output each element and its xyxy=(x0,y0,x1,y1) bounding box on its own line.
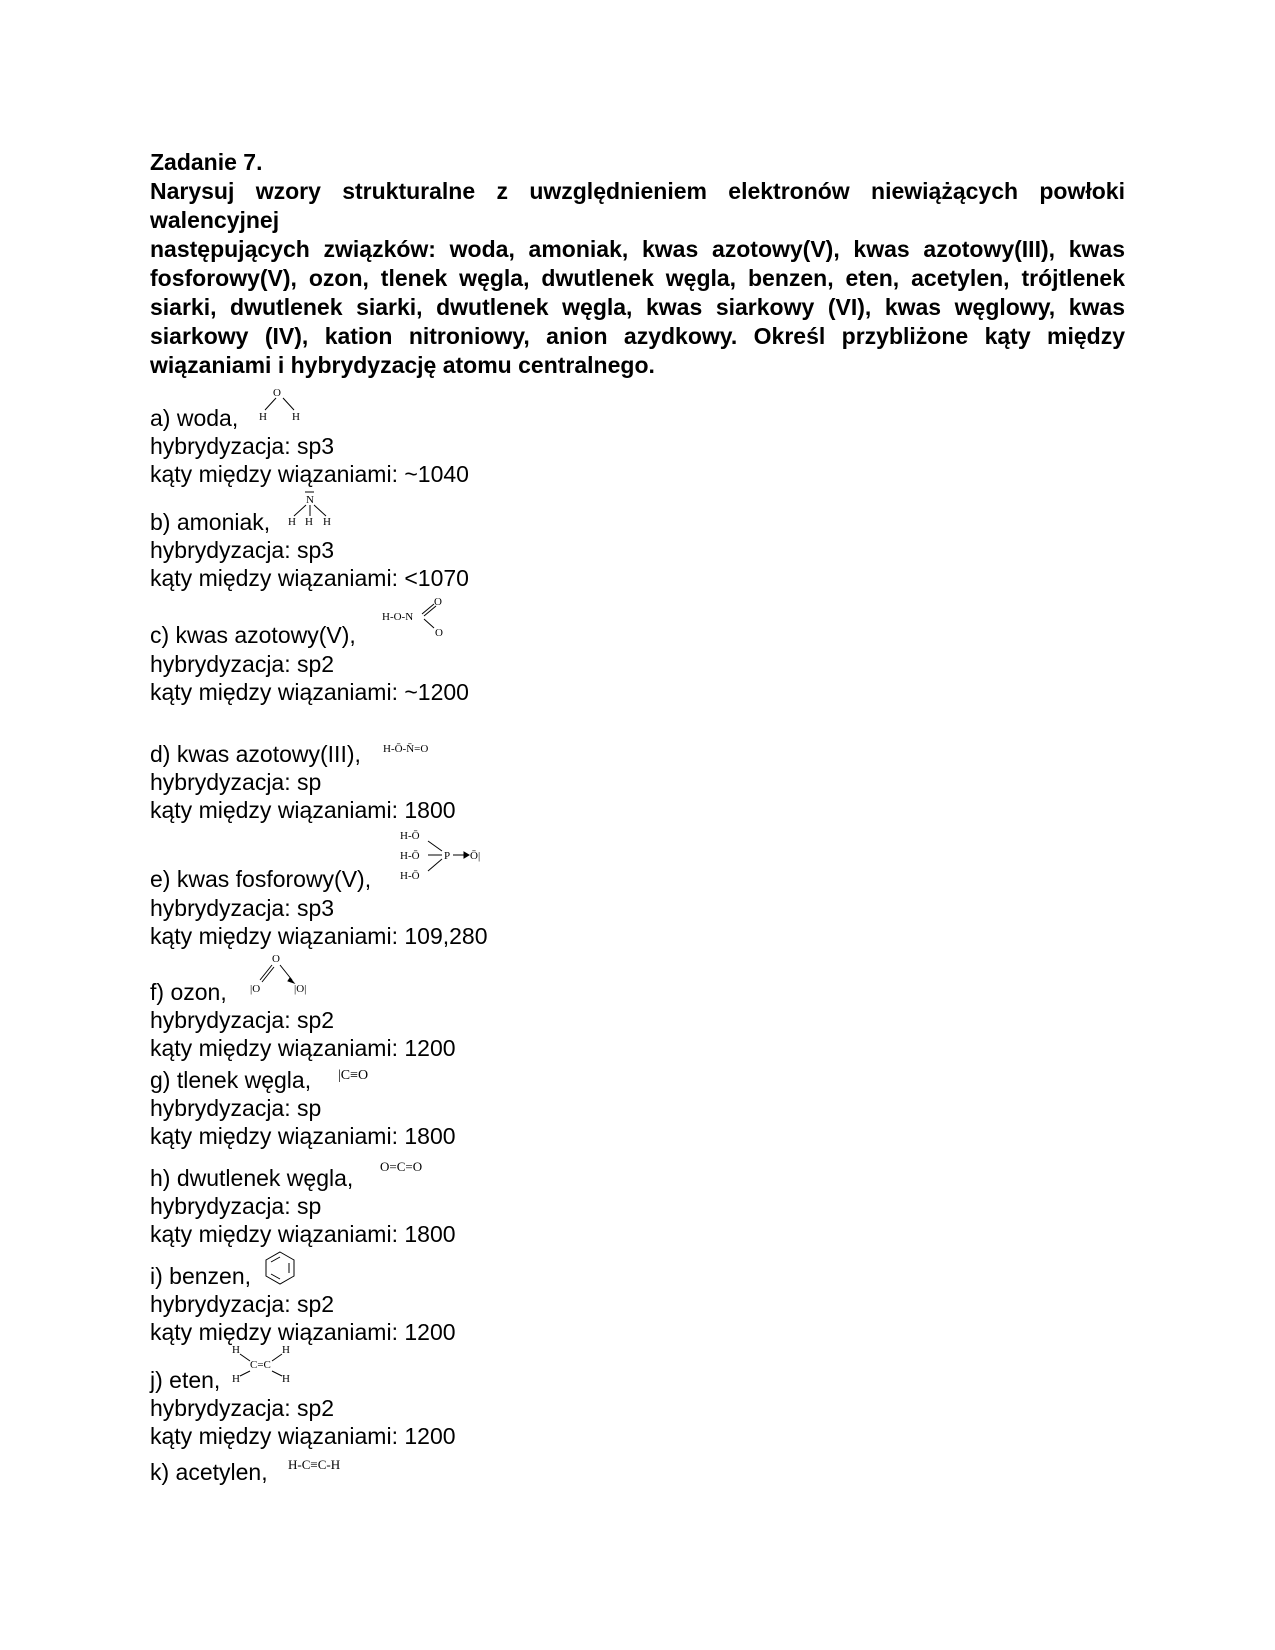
ethene-h3-label: H xyxy=(232,1373,240,1385)
item-a-name: a) woda, xyxy=(150,405,239,431)
task-line-1: Narysuj wzory strukturalne z uwzględnieniem elektronów niewiążących powłoki xyxy=(150,178,1125,204)
phos-ho3-label: H-Ō xyxy=(400,870,420,882)
phosphoric-acid-structure xyxy=(398,826,488,886)
nitric-acid-structure xyxy=(382,592,452,640)
item-g-hybrid: hybrydyzacja: sp xyxy=(150,1095,322,1121)
ammonia-structure xyxy=(286,490,336,526)
phos-p-label: P xyxy=(444,850,451,862)
item-h-angle: kąty między wiązaniami: 1800 xyxy=(150,1221,456,1247)
phos-ho2-label: H-Ō xyxy=(400,850,420,862)
nitric-o2-label: O xyxy=(435,627,443,639)
phos-ho1-label: H-Ō xyxy=(400,830,420,842)
ethene-cc-label: C=C xyxy=(250,1359,271,1371)
task-heading: Zadanie 7. xyxy=(150,149,263,175)
acetylene-structure xyxy=(288,1456,378,1476)
item-a-hybrid: hybrydyzacja: sp3 xyxy=(150,433,335,459)
ozone-o-left-label: |O xyxy=(250,983,261,995)
item-e-hybrid: hybrydyzacja: sp3 xyxy=(150,895,335,921)
item-f-name: f) ozon, xyxy=(150,979,227,1005)
item-d-name: d) kwas azotowy(III), xyxy=(150,741,361,767)
water-h2-label: H xyxy=(292,411,300,423)
item-i-angle: kąty między wiązaniami: 1200 xyxy=(150,1319,456,1345)
ammonia-h1-label: H xyxy=(288,516,296,528)
item-f-hybrid: hybrydyzacja: sp2 xyxy=(150,1007,335,1033)
water-structure xyxy=(256,386,306,422)
item-e-name: e) kwas fosforowy(V), xyxy=(150,866,372,892)
co-formula-text: |C≡O xyxy=(338,1068,369,1083)
item-i-hybrid: hybrydyzacja: sp2 xyxy=(150,1291,335,1317)
ozone-o-right-label: |O| xyxy=(294,983,307,995)
co2-formula-text: O=C=O xyxy=(380,1159,423,1174)
item-f-angle: kąty między wiązaniami: 1200 xyxy=(150,1035,456,1061)
ethene-h4-label: H xyxy=(282,1373,290,1385)
ammonia-n-label: N xyxy=(306,494,314,506)
nitric-o1-label: O xyxy=(434,596,442,608)
item-c-angle: kąty między wiązaniami: ~1200 xyxy=(150,679,469,705)
water-o-label: O xyxy=(273,387,281,399)
item-d-angle: kąty między wiązaniami: 1800 xyxy=(150,797,456,823)
task-description xyxy=(150,177,1125,380)
ammonia-h3-label: H xyxy=(323,516,331,528)
nitric-hon-label: H-O-N xyxy=(382,611,414,623)
ozone-structure xyxy=(248,952,318,994)
item-g-angle: kąty między wiązaniami: 1800 xyxy=(150,1123,456,1149)
ethene-structure xyxy=(230,1344,300,1384)
item-j-name: j) eten, xyxy=(150,1367,221,1393)
ethene-h2-label: H xyxy=(282,1344,290,1356)
carbon-dioxide-structure xyxy=(378,1156,458,1178)
item-b-name: b) amoniak, xyxy=(150,509,271,535)
item-i-name: i) benzen, xyxy=(150,1263,252,1289)
item-g-name: g) tlenek węgla, xyxy=(150,1067,312,1093)
item-k-name: k) acetylen, xyxy=(150,1459,268,1485)
task-line-2: walencyjnej xyxy=(150,207,280,233)
nitrous-acid-structure xyxy=(383,740,463,760)
benzene-structure xyxy=(263,1250,297,1286)
item-c-hybrid: hybrydyzacja: sp2 xyxy=(150,651,335,677)
nitrous-formula-text: H-Ō-N̄=O xyxy=(383,743,429,755)
item-d-hybrid: hybrydyzacja: sp xyxy=(150,769,322,795)
item-b-hybrid: hybrydyzacja: sp3 xyxy=(150,537,335,563)
phos-o-label: Ō| xyxy=(470,850,481,862)
item-a-angle: kąty między wiązaniami: ~1040 xyxy=(150,461,469,487)
ethene-h1-label: H xyxy=(232,1344,240,1356)
item-h-name: h) dwutlenek węgla, xyxy=(150,1165,354,1191)
item-b-angle: kąty między wiązaniami: <1070 xyxy=(150,565,469,591)
task-line-3: następujących związków: woda, amoniak, kwas azotowy(V), kwas azotowy(III), kwas fosforowy(V), ozon, tlenek węgla, dwutlenek węgla, benzen, eten, acetylen, trójtlenek siarki, dwutlenek siarki, dwutlenek węgla, kwas siarkowy (VI), kwas węglowy, kwas siarkowy (IV), kation nitroniowy, anion azydkowy. Określ przybliżone kąty między wiązaniami i hybrydyzację atomu centralnego. xyxy=(150,236,1125,378)
acetylene-formula-text: H-C≡C-H xyxy=(288,1457,341,1472)
item-h-hybrid: hybrydyzacja: sp xyxy=(150,1193,322,1219)
item-j-angle: kąty między wiązaniami: 1200 xyxy=(150,1423,456,1449)
item-e-angle: kąty między wiązaniami: 109,280 xyxy=(150,923,488,949)
ammonia-h2-label: H xyxy=(305,516,313,528)
ozone-o-top-label: O xyxy=(272,953,280,965)
water-h1-label: H xyxy=(259,411,267,423)
item-j-hybrid: hybrydyzacja: sp2 xyxy=(150,1395,335,1421)
item-c-name: c) kwas azotowy(V), xyxy=(150,622,356,648)
carbon-monoxide-structure xyxy=(338,1064,408,1086)
